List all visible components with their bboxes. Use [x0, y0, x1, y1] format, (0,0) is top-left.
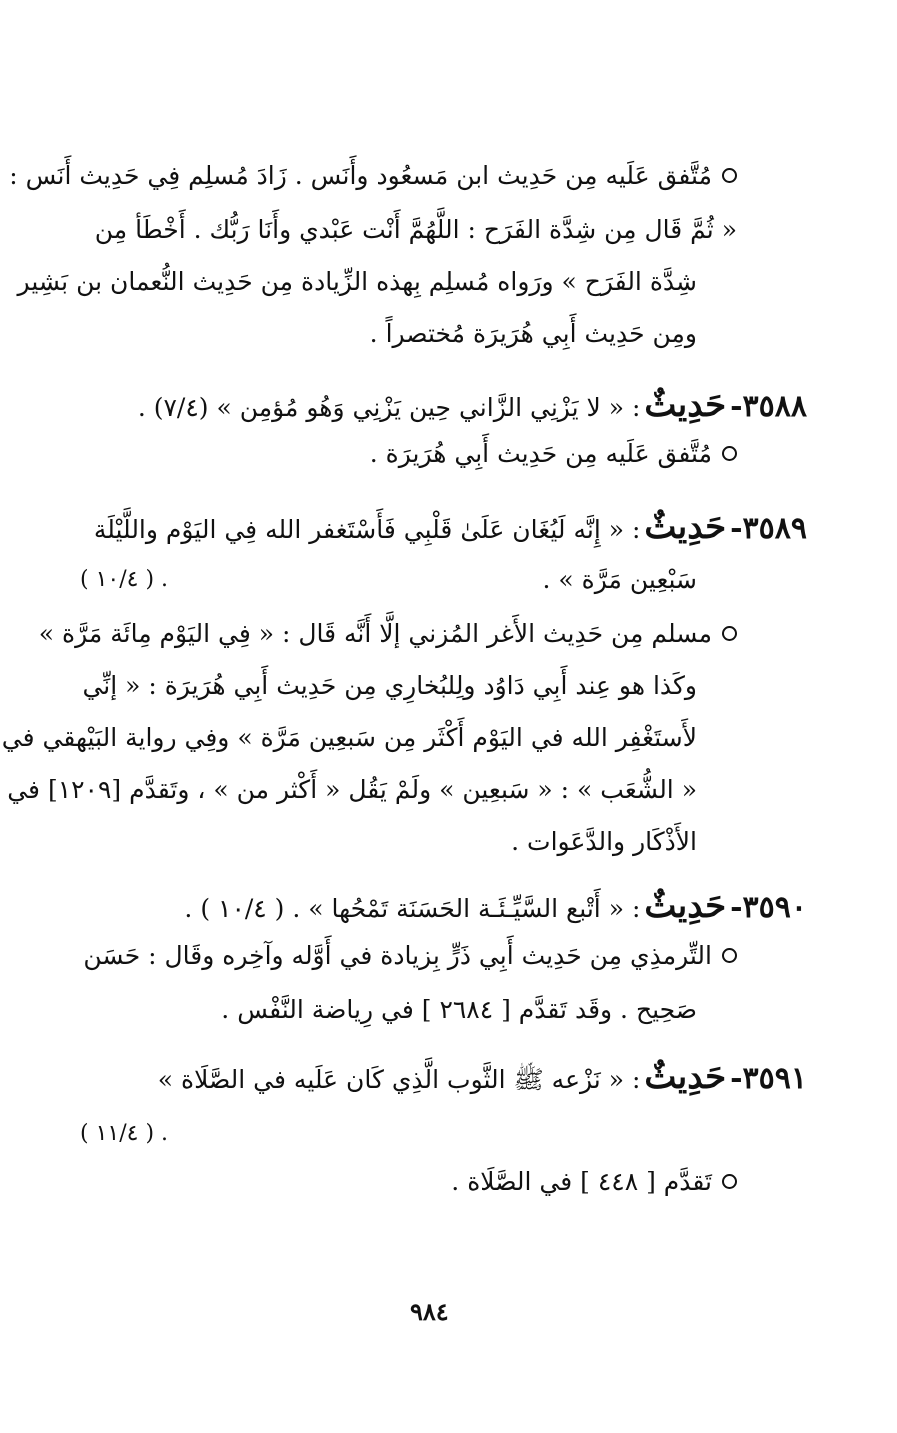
note-line [18, 262, 697, 302]
note-line [2, 718, 697, 758]
hadith-number: ٣٥٨٨- [730, 389, 807, 424]
note-line [451, 1162, 737, 1202]
reference-text: ( ١٠/٤ ) . [80, 567, 169, 592]
hadith-text: : « لا يَزْنِي الزَّاني حِين يَزْنِي وَهُو مُؤمِن » (٧/٤) . [137, 393, 641, 422]
note-line [511, 822, 697, 862]
note-text: التِّرمذِي مِن حَدِيث أَبِي ذَرٍّ بِزيادة في أَوَّله وآخِره وقَال : حَسَن [83, 941, 712, 970]
note-text: لأَستَغْفِر الله في اليَوْم أَكْثَر مِن سَبعِين مَرَّة » وفِي رواية البَيْهقي في [1, 723, 697, 752]
hadith-label: حَدِيثٌ [644, 385, 727, 425]
note-text: تَقدَّم [ ٤٤٨ ] في الصَّلَاة . [451, 1167, 712, 1196]
note-line [82, 666, 697, 706]
hadith-text: : « إِنَّه لَيُغَان عَلَىٰ قَلْبِي فَأَسْتَغفر الله فِي اليَوْم واللَّيْلَة [93, 515, 641, 544]
note-text: « ثُمَّ قَال مِن شِدَّة الفَرَح : اللَّهُمَّ أَنْت عَبْدي وأَنَا رَبُّك . أَخْطَأ مِن [94, 215, 737, 244]
note-text: « الشُّعَب » : « سَبعِين » ولَمْ يَقُل « أَكْثر من » ، وتَقدَّم [١٢٠٩] في [7, 775, 697, 804]
hadith-label: حَدِيثٌ [644, 886, 727, 926]
page-number [410, 1297, 449, 1326]
page-number-text: ٩٨٤ [410, 1297, 449, 1326]
note-text: شِدَّة الفَرَح » ورَواه مُسلِم بِهذه الزِّيادة مِن حَدِيث النُّعمان بن بَشِير [17, 267, 697, 296]
hadith-continuation [543, 560, 698, 600]
note-text: ومِن حَدِيث أَبِي هُرَيرَة مُختصراً . [369, 319, 697, 348]
note-line [7, 770, 697, 810]
hadith-number: ٣٥٨٩- [730, 511, 807, 546]
hadith-heading-3590 [184, 882, 807, 930]
hadith-label: حَدِيثٌ [644, 507, 727, 547]
hadith-number: ٣٥٩٠- [730, 890, 807, 925]
note-text: صَحِيح . وقَد تَقدَّم [ ٢٦٨٤ ] في رِياضة النَّفْس . [221, 995, 697, 1024]
note-text: مسلم مِن حَدِيث الأَغر المُزني إلَّا أَنَّه قَال : « فِي اليَوْم مِائَة مَرَّة » [38, 619, 712, 648]
note-line [9, 156, 737, 196]
hadith-heading-3589 [94, 503, 807, 551]
hadith-heading-3591 [158, 1053, 807, 1101]
circle-bullet-icon [722, 948, 737, 963]
hadith-label: حَدِيثٌ [644, 1057, 727, 1097]
hadith-text: سَبْعِين مَرَّة » . [542, 565, 697, 594]
note-line [39, 614, 737, 654]
hadith-reference [80, 1114, 168, 1154]
note-text: مُتَّفق عَلَيه مِن حَدِيث ابن مَسعُود وأَنَس . زَادَ مُسلِم فِي حَدِيث أَنَس : [9, 161, 712, 190]
hadith-reference [80, 560, 168, 600]
note-text: مُتَّفق عَلَيه مِن حَدِيث أَبِي هُرَيرَة . [369, 439, 712, 468]
circle-bullet-icon [722, 446, 737, 461]
note-text: وكَذا هو عِند أَبِي دَاوُد ولِلبُخارِي مِن حَدِيث أَبِي هُرَيرَة : « إنِّي [82, 671, 697, 700]
note-line [221, 990, 697, 1030]
hadith-text: : « نَزْعه ﷺ الثَّوب الَّذِي كَان عَلَيه في الصَّلَاة » [157, 1065, 641, 1094]
hadith-heading-3588 [138, 381, 807, 429]
circle-bullet-icon [722, 626, 737, 641]
hadith-number: ٣٥٩١- [730, 1061, 807, 1096]
note-text: الأَذْكَار والدَّعَوات . [511, 827, 697, 856]
note-line [370, 434, 737, 474]
note-line [370, 314, 697, 354]
circle-bullet-icon [722, 1174, 737, 1189]
hadith-text: : « أَتْبع السَّيِّـئَـة الحَسَنَة تَمْحُها » . ( ١٠/٤ ) . [184, 894, 641, 923]
note-line [83, 936, 737, 976]
reference-text: ( ١١/٤ ) . [80, 1121, 169, 1146]
note-line [95, 210, 737, 250]
circle-bullet-icon [722, 168, 737, 183]
